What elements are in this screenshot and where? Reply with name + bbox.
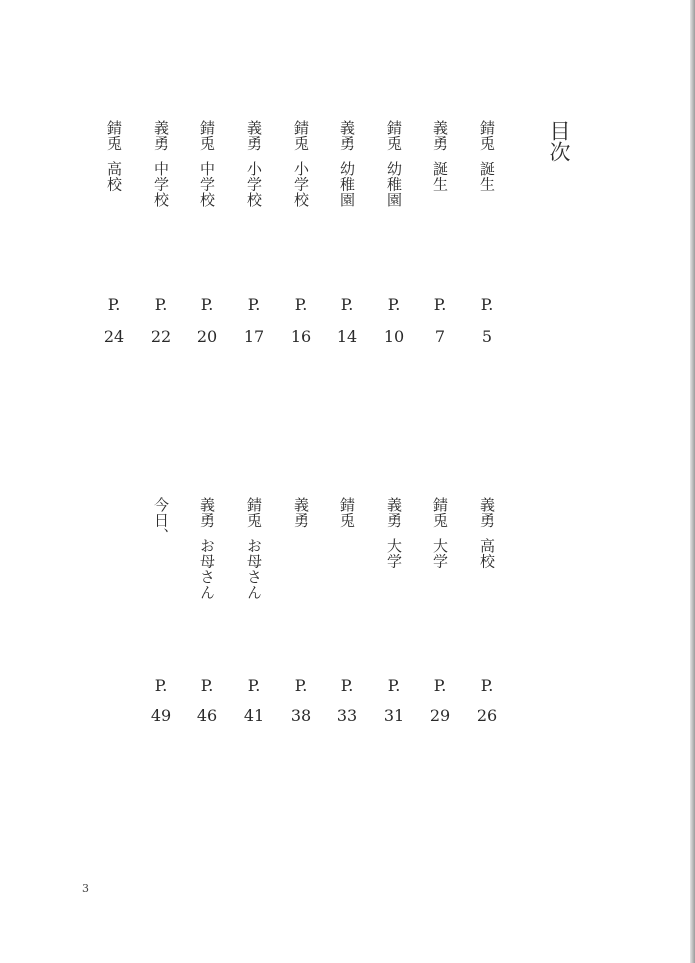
toc-entry-character: 錆兎 [338, 497, 356, 528]
toc-entry-page-marker: P. [247, 676, 261, 695]
toc-entry-character: 義勇 [431, 120, 449, 151]
toc-entry-text [196, 120, 218, 208]
toc-entry-character: 義勇 [245, 120, 263, 151]
toc-entry-text [383, 497, 405, 569]
toc-entry-page-number: 49 [150, 706, 172, 725]
page-number: 3 [82, 882, 89, 895]
toc-entry-page-marker: P. [154, 295, 168, 314]
toc-entry-page-marker: P. [294, 295, 308, 314]
toc-entry-page-number: 5 [481, 327, 493, 346]
toc-entry-character: 義勇 [152, 120, 170, 151]
toc-entry-page-marker: P. [107, 295, 121, 314]
toc-entry-label: 大学 [385, 538, 403, 569]
toc-entry-character: 錆兎 [105, 120, 123, 151]
toc-entry-page-number: 10 [383, 327, 405, 346]
toc-entry-text [196, 497, 218, 600]
toc-entry-page-number: 20 [196, 327, 218, 346]
toc-entry-page-number: 38 [290, 706, 312, 725]
toc-entry-page-marker: P. [480, 295, 494, 314]
toc-entry-page-marker: P. [154, 676, 168, 695]
toc-entry-character: 義勇 [292, 497, 310, 528]
toc-entry-page-marker: P. [294, 676, 308, 695]
toc-entry-text [476, 497, 498, 569]
toc-entry-character: 錆兎 [478, 120, 496, 151]
toc-entry-character: 今日、 [152, 497, 170, 544]
toc-entry-label: 中学校 [152, 161, 170, 208]
toc-entry-text [243, 120, 265, 208]
toc-entry-page-number: 46 [196, 706, 218, 725]
toc-entry-label: 幼稚園 [338, 161, 356, 208]
toc-entry-character: 錆兎 [198, 120, 216, 151]
toc-entry-label: お母さん [198, 538, 216, 600]
toc-entry-label: 小学校 [292, 161, 310, 208]
toc-entry-page-marker: P. [340, 676, 354, 695]
toc-entry-page-marker: P. [247, 295, 261, 314]
toc-entry-label: 小学校 [245, 161, 263, 208]
toc-entry-page-marker: P. [387, 295, 401, 314]
toc-entry-page-number: 33 [336, 706, 358, 725]
toc-entry-page-marker: P. [200, 295, 214, 314]
toc-entry-page-number: 31 [383, 706, 405, 725]
toc-entry-text [336, 497, 358, 528]
toc-entry-character: 義勇 [478, 497, 496, 528]
toc-entry-page-number: 14 [336, 327, 358, 346]
page-edge-shadow [690, 0, 695, 963]
toc-entry-page-number: 17 [243, 327, 265, 346]
toc-entry-label: 誕生 [431, 161, 449, 192]
toc-entry-label: 高校 [478, 538, 496, 569]
toc-entry-character: 錆兎 [385, 120, 403, 151]
toc-entry-page-number: 22 [150, 327, 172, 346]
toc-entry-page-marker: P. [387, 676, 401, 695]
toc-entry-page-marker: P. [340, 295, 354, 314]
toc-entry-text [429, 497, 451, 569]
toc-entry-page-number: 29 [429, 706, 451, 725]
toc-entry-page-number: 26 [476, 706, 498, 725]
toc-entry-text [243, 497, 265, 600]
toc-entry-page-number: 16 [290, 327, 312, 346]
toc-entry-page-marker: P. [480, 676, 494, 695]
toc-entry-label: 高校 [105, 161, 123, 192]
toc-entry-text [336, 120, 358, 208]
toc-entry-label: 中学校 [198, 161, 216, 208]
toc-entry-text [103, 120, 125, 192]
toc-entry-label: 大学 [431, 538, 449, 569]
toc-entry-text [290, 120, 312, 208]
toc-entry-label: 幼稚園 [385, 161, 403, 208]
toc-entry-character: 義勇 [198, 497, 216, 528]
toc-entry-text [150, 120, 172, 208]
toc-entry-character: 錆兎 [292, 120, 310, 151]
toc-entry-page-marker: P. [433, 676, 447, 695]
toc-entry-character: 義勇 [338, 120, 356, 151]
toc-entry-page-number: 41 [243, 706, 265, 725]
toc-entry-page-marker: P. [200, 676, 214, 695]
toc-entry-character: 錆兎 [431, 497, 449, 528]
toc-entry-text [476, 120, 498, 192]
toc-entry-text [150, 497, 172, 544]
toc-entry-page-marker: P. [433, 295, 447, 314]
toc-entry-label: 誕生 [478, 161, 496, 192]
toc-entry-character: 義勇 [385, 497, 403, 528]
toc-entry-text [290, 497, 312, 528]
toc-entry-character: 錆兎 [245, 497, 263, 528]
toc-entry-label: お母さん [245, 538, 263, 600]
toc-entry-page-number: 24 [103, 327, 125, 346]
toc-entry-text [383, 120, 405, 208]
toc-entry-page-number: 7 [434, 327, 446, 346]
toc-title: 目次 [547, 120, 571, 162]
toc-entry-text [429, 120, 451, 192]
